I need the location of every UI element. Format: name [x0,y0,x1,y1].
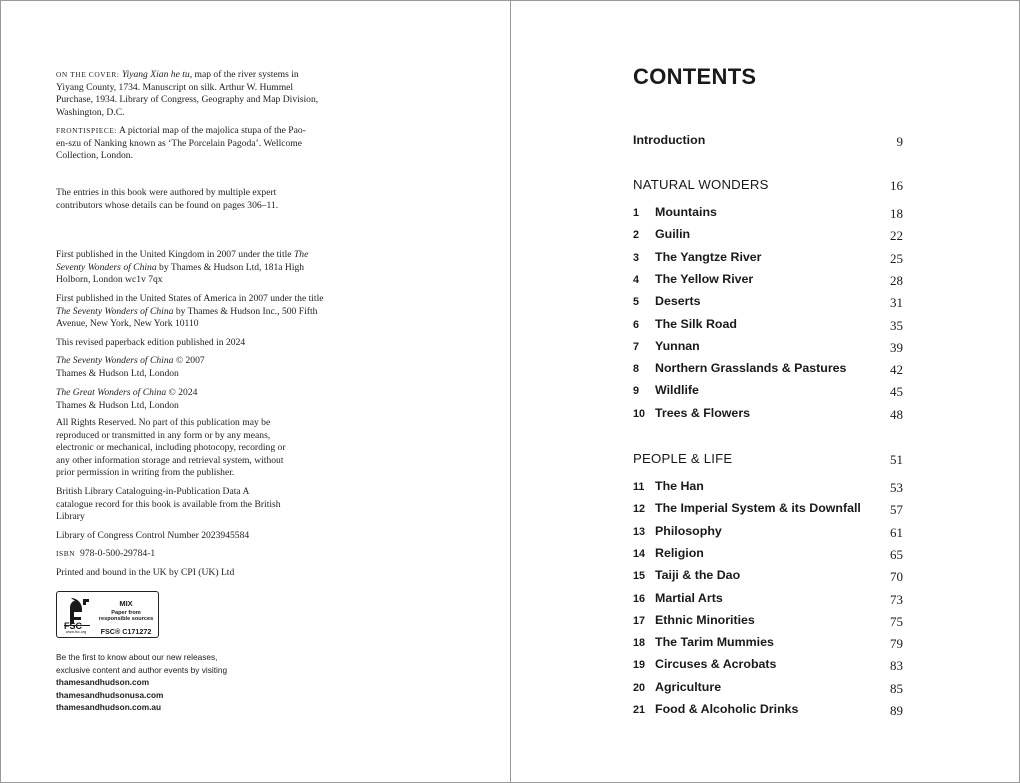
toc-item-title: Guilin [655,227,691,241]
toc-item-number: 19 [633,659,646,671]
fsc-paper-line1: Paper from [111,610,141,616]
toc-item-page: 39 [890,340,903,355]
website-link[interactable]: thamesandhudson.com.au [56,702,162,713]
toc-item[interactable] [633,679,903,699]
cover-credit-label: ON THE COVER: [56,70,120,79]
toc-item[interactable] [633,271,903,291]
first-us-after: by Thames & Hudson Inc., 500 Fifth Avenue, New York, New York 10110 [56,305,318,330]
toc-item-page: 9 [896,134,903,149]
toc-item-title: Trees & Flowers [655,406,751,420]
toc-item-page: 61 [890,525,903,540]
toc-item-number: 10 [633,408,646,420]
fsc-wordmark: FSC [64,621,82,631]
toc-item-title: Mountains [655,205,717,219]
frontispiece-label: FRONTISPIECE: [56,126,118,135]
toc-item[interactable] [633,382,903,402]
first-us-title: The Seventy Wonders of China [56,305,174,317]
printed-by: Printed and bound in the UK by CPI (UK) Ltd [56,567,235,578]
toc-item[interactable] [633,523,903,543]
toc-item-title: NATURAL WONDERS [633,177,769,192]
toc-item-title: PEOPLE & LIFE [633,451,733,466]
frontispiece-credit [56,125,311,163]
toc-item[interactable] [633,590,903,610]
toc-item[interactable] [633,701,903,721]
toc-item-title: Northern Grasslands & Pastures [655,361,847,375]
toc-item-page: 85 [890,681,903,696]
toc-item[interactable] [633,567,903,587]
copyright-2024-title: The Great Wonders of China [56,387,167,398]
toc-item-page: 48 [890,407,903,422]
toc-item-page: 42 [890,362,903,377]
toc-item[interactable] [633,338,903,358]
isbn-label: ISBN [56,549,76,558]
toc-item-number: 15 [633,570,646,582]
toc-item-title: The Imperial System & its Downfall [655,501,861,515]
toc-item-title: Religion [655,546,704,560]
toc-item-title: Yunnan [655,339,700,353]
cover-credit-text: , map of the river systems in Yiyang County, 1734. Manuscript on silk. Arthur W. Hummel Purchase, 1934. Library of Congress, Geography and Map Division, Washington, D.C. [56,69,319,118]
toc-item-title: The Han [655,479,704,493]
toc-item[interactable] [633,545,903,565]
promo-text [56,651,296,676]
cover-credit-title: Yiyang Xian he tu [121,69,190,80]
toc-item-title: Martial Arts [655,591,723,605]
toc-item-number: 21 [633,704,646,716]
toc-item-number: 9 [633,385,640,397]
toc-item-page: 65 [890,547,903,562]
promo-line1: Be the first to know about our new releases, [56,652,218,662]
toc-item-number: 17 [633,615,646,627]
toc-item-page: 83 [890,658,903,673]
toc-item-page: 35 [890,318,903,333]
toc-item-number: 5 [633,296,640,308]
toc-item-page: 45 [890,384,903,399]
toc-item-page: 89 [890,703,903,718]
copyright-2024-holder: Thames & Hudson Ltd, London [56,399,179,411]
toc-item-title: The Yellow River [655,272,754,286]
toc-item[interactable] [633,249,903,269]
toc-item-page: 25 [890,251,903,266]
toc-item-page: 75 [890,614,903,629]
revised-edition: This revised paperback edition published in 2024 [56,337,246,348]
fsc-code: FSC® C171272 [100,627,152,636]
toc-item-number: 18 [633,637,646,649]
toc-item-number: 6 [633,319,640,331]
isbn-number: 978-0-500-29784-1 [75,548,156,559]
toc-item[interactable] [633,478,903,498]
website-link[interactable]: thamesandhudsonusa.com [56,689,164,700]
toc-item-number: 3 [633,252,640,264]
toc-item-title: Food & Alcoholic Drinks [655,702,799,716]
toc-item[interactable] [633,293,903,313]
toc-item-number: 12 [633,503,646,515]
toc-item-title: Circuses & Acrobats [655,657,777,671]
toc-item-page: 16 [890,178,903,193]
first-uk-after: by Thames & Hudson Ltd, 181a High Holborn, London wc1v 7qx [56,261,305,286]
promo-line2: exclusive content and author events by visiting [56,664,228,675]
copyright-2007-holder: Thames & Hudson Ltd, London [56,367,179,379]
first-published-uk [56,249,316,287]
fsc-logo [56,591,159,638]
authors-note: The entries in this book were authored by multiple expert contributors whose details can be found on pages 306–11. [56,187,279,211]
toc-item[interactable] [633,226,903,246]
toc-item-title: The Tarim Mummies [655,635,774,649]
toc-item-page: 22 [890,228,903,243]
contents-page [510,0,1020,783]
toc-item-number: 14 [633,548,646,560]
toc-item-number: 2 [633,229,640,241]
isbn [56,548,326,561]
toc-item[interactable] [633,634,903,654]
toc-item-page: 51 [890,452,903,467]
first-uk-before: First published in the United Kingdom in 2007 under the title [56,249,294,260]
fsc-paper-label [95,610,157,623]
first-us-before: First published in the United States of America in 2007 under the title [56,293,324,304]
toc-item-number: 20 [633,682,646,694]
toc-item-page: 57 [890,502,903,517]
toc-item[interactable] [633,656,903,676]
toc-item-number: 13 [633,526,646,538]
toc-item-page: 18 [890,206,903,221]
toc-item[interactable] [633,612,903,632]
fsc-url: www.fsc.org [65,630,87,634]
rights-statement: All Rights Reserved. No part of this publication may be reproduced or transmitted in any form or by any means, electronic or mechanical, including photocopy, recording or any other information storage and retrieval system, without prior permission in writing from the publisher. [56,417,286,479]
toc-item-page: 31 [890,295,903,310]
toc-item-page: 73 [890,592,903,607]
toc-item[interactable] [633,316,903,336]
copyright-2007-year: © 2007 [173,355,205,366]
website-link[interactable]: thamesandhudson.com [56,677,150,687]
copyright-2024 [56,387,326,412]
toc-item-number: 7 [633,341,640,353]
toc-item-title: Ethnic Minorities [655,613,755,627]
toc-section-heading[interactable] [633,450,903,470]
toc-section-heading[interactable] [633,176,903,196]
toc-item-page: 28 [890,273,903,288]
loc-number: Library of Congress Control Number 2023945584 [56,530,250,541]
toc-item-number: 16 [633,593,646,605]
toc-item[interactable] [633,405,903,425]
toc-item[interactable] [633,500,903,520]
toc-item[interactable] [633,204,903,224]
toc-item-title: The Silk Road [655,317,737,331]
toc-introduction[interactable] [633,132,903,152]
toc-item-title: Introduction [633,133,706,147]
copyright-2007-title: The Seventy Wonders of China [56,355,174,366]
toc-item-number: 1 [633,207,640,219]
first-uk-title: The Seventy Wonders of China [56,249,309,273]
copyright-2007 [56,355,326,380]
frontispiece-text: A pictorial map of the majolica stupa of the Pao-en-szu of Nanking known as ‘The Porcelain Pagoda’. Wellcome Collection, London. [56,125,306,162]
toc-item-page: 70 [890,569,903,584]
toc-item-title: The Yangtze River [655,250,762,264]
toc-item-number: 8 [633,363,640,375]
toc-item-number: 4 [633,274,640,286]
toc-item-title: Agriculture [655,680,722,694]
copyright-2024-year: © 2024 [166,387,198,398]
toc-item-title: Deserts [655,294,701,308]
toc-item-page: 79 [890,636,903,651]
cip-data: British Library Cataloguing-in-Publication Data A catalogue record for this book is available from the British Library [56,486,281,523]
toc-item[interactable] [633,360,903,380]
cover-credit [56,69,326,119]
contents-title: CONTENTS [633,64,757,89]
toc-item-number: 11 [633,481,645,493]
first-published-us [56,293,324,331]
toc-item-title: Philosophy [655,524,722,538]
fsc-paper-line2: responsible sources [98,616,154,623]
toc-item-title: Taiji & the Dao [655,568,741,582]
website-list [56,676,326,714]
toc-item-page: 53 [890,480,903,495]
fsc-mix-label: MIX [119,599,133,608]
toc-item-title: Wildlife [655,383,699,397]
